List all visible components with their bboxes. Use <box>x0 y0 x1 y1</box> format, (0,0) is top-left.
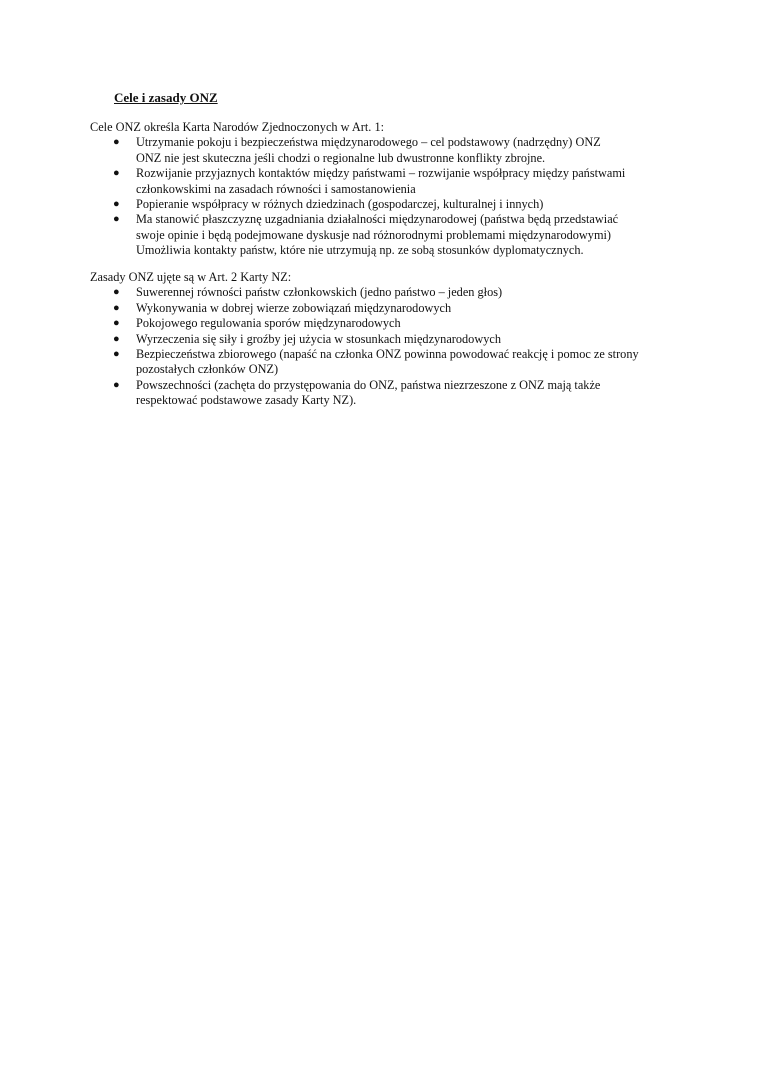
list-item <box>90 166 670 197</box>
bullet-icon: ● <box>113 167 120 180</box>
list-item <box>90 285 670 300</box>
principles-list <box>90 285 670 408</box>
list-item-text: Popieranie współpracy w różnych dziedzinach (gospodarczej, kulturalnej i innych) <box>136 197 544 212</box>
list-item <box>90 378 670 409</box>
bullet-icon: ● <box>113 286 120 299</box>
list-item <box>90 135 670 166</box>
list-item <box>90 212 670 258</box>
list-item-text: respektować podstawowe zasady Karty NZ). <box>136 393 357 408</box>
list-item-text: Powszechności (zachęta do przystępowania do ONZ, państwa niezrzeszone z ONZ mają także <box>136 377 601 392</box>
list-item-text: Wykonywania w dobrej wierze zobowiązań międzynarodowych <box>136 300 452 315</box>
bullet-icon: ● <box>113 213 120 226</box>
list-item-text: ONZ nie jest skuteczna jeśli chodzi o regionalne lub dwustronne konflikty zbrojne. <box>136 150 546 165</box>
bullet-icon: ● <box>113 317 120 330</box>
list-item-text: pozostałych członków ONZ) <box>136 362 279 377</box>
list-item-text: Suwerennej równości państw członkowskich (jedno państwo – jeden głos) <box>136 285 503 300</box>
list-item-text: Rozwijanie przyjaznych kontaktów między państwami – rozwijanie współpracy między państwami <box>136 166 626 181</box>
list-item-text: Utrzymanie pokoju i bezpieczeństwa międzynarodowego – cel podstawowy (nadrzędny) ONZ <box>136 135 601 150</box>
bullet-icon: ● <box>113 378 120 391</box>
list-item <box>90 301 670 316</box>
document-title: Cele i zasady ONZ <box>114 90 218 105</box>
list-item-text: Ma stanowić płaszczyznę uzgadniania działalności międzynarodowej (państwa będą przedstawiać <box>136 212 619 227</box>
list-item-text: Wyrzeczenia się siły i groźby jej użycia w stosunkach międzynarodowych <box>136 331 501 346</box>
list-item-text: swoje opinie i będą podejmowane dyskusje nad różnorodnymi problemami międzynarodowymi) <box>136 227 612 242</box>
goals-list <box>90 135 670 258</box>
bullet-icon: ● <box>113 198 120 211</box>
bullet-icon: ● <box>113 332 120 345</box>
goals-intro: Cele ONZ określa Karta Narodów Zjednoczonych w Art. 1: <box>90 120 385 134</box>
list-item-text: Umożliwia kontakty państw, które nie utrzymują np. ze sobą stosunków dyplomatycznych. <box>136 243 584 258</box>
list-item-text: Bezpieczeństwa zbiorowego (napaść na członka ONZ powinna powodować reakcję i pomoc ze strony <box>136 347 639 362</box>
list-item-text: członkowskimi na zasadach równości i samostanowienia <box>136 181 416 196</box>
principles-section <box>90 270 670 409</box>
principles-intro: Zasady ONZ ujęte są w Art. 2 Karty NZ: <box>90 270 292 284</box>
list-item <box>90 197 670 212</box>
list-item <box>90 316 670 331</box>
list-item <box>90 347 670 378</box>
goals-section <box>90 120 670 259</box>
list-item <box>90 332 670 347</box>
bullet-icon: ● <box>113 301 120 314</box>
bullet-icon: ● <box>113 136 120 149</box>
bullet-icon: ● <box>113 348 120 361</box>
list-item-text: Pokojowego regulowania sporów międzynarodowych <box>136 316 401 331</box>
